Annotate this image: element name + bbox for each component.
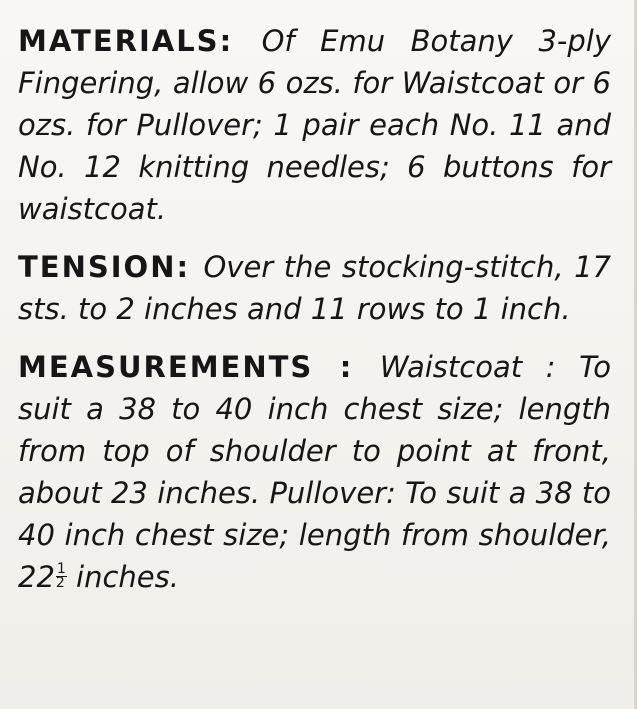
measurements-section (18, 346, 611, 598)
measurements-text: Waistcoat : To suit a 38 to 40 inch chest size; length from top of shoulder to point at front, about 23 inches. Pullover: To suit a 38 to 40 inch chest size; length from shoulder, 22 (18, 350, 611, 594)
fraction-denominator: 2 (55, 574, 65, 591)
half-fraction (55, 560, 67, 591)
materials-section (18, 20, 611, 230)
measurements-heading: MEASUREMENTS : (18, 350, 380, 384)
materials-heading: MATERIALS: (18, 24, 262, 58)
fraction-numerator: 1 (56, 560, 66, 577)
tension-section (18, 246, 611, 330)
tension-text: Over the stocking-stitch, 17 sts. to 2 inches and 11 rows to 1 inch. (18, 250, 612, 326)
tension-heading: TENSION: (18, 250, 204, 284)
measurements-text-end: inches. (66, 560, 179, 594)
materials-text: Of Emu Botany 3-ply Fingering, allow 6 ozs. for Waistcoat or 6 ozs. for Pullover; 1 pair each No. 11 and No. 12 knitting needles; 6 buttons for waistcoat. (18, 24, 611, 226)
